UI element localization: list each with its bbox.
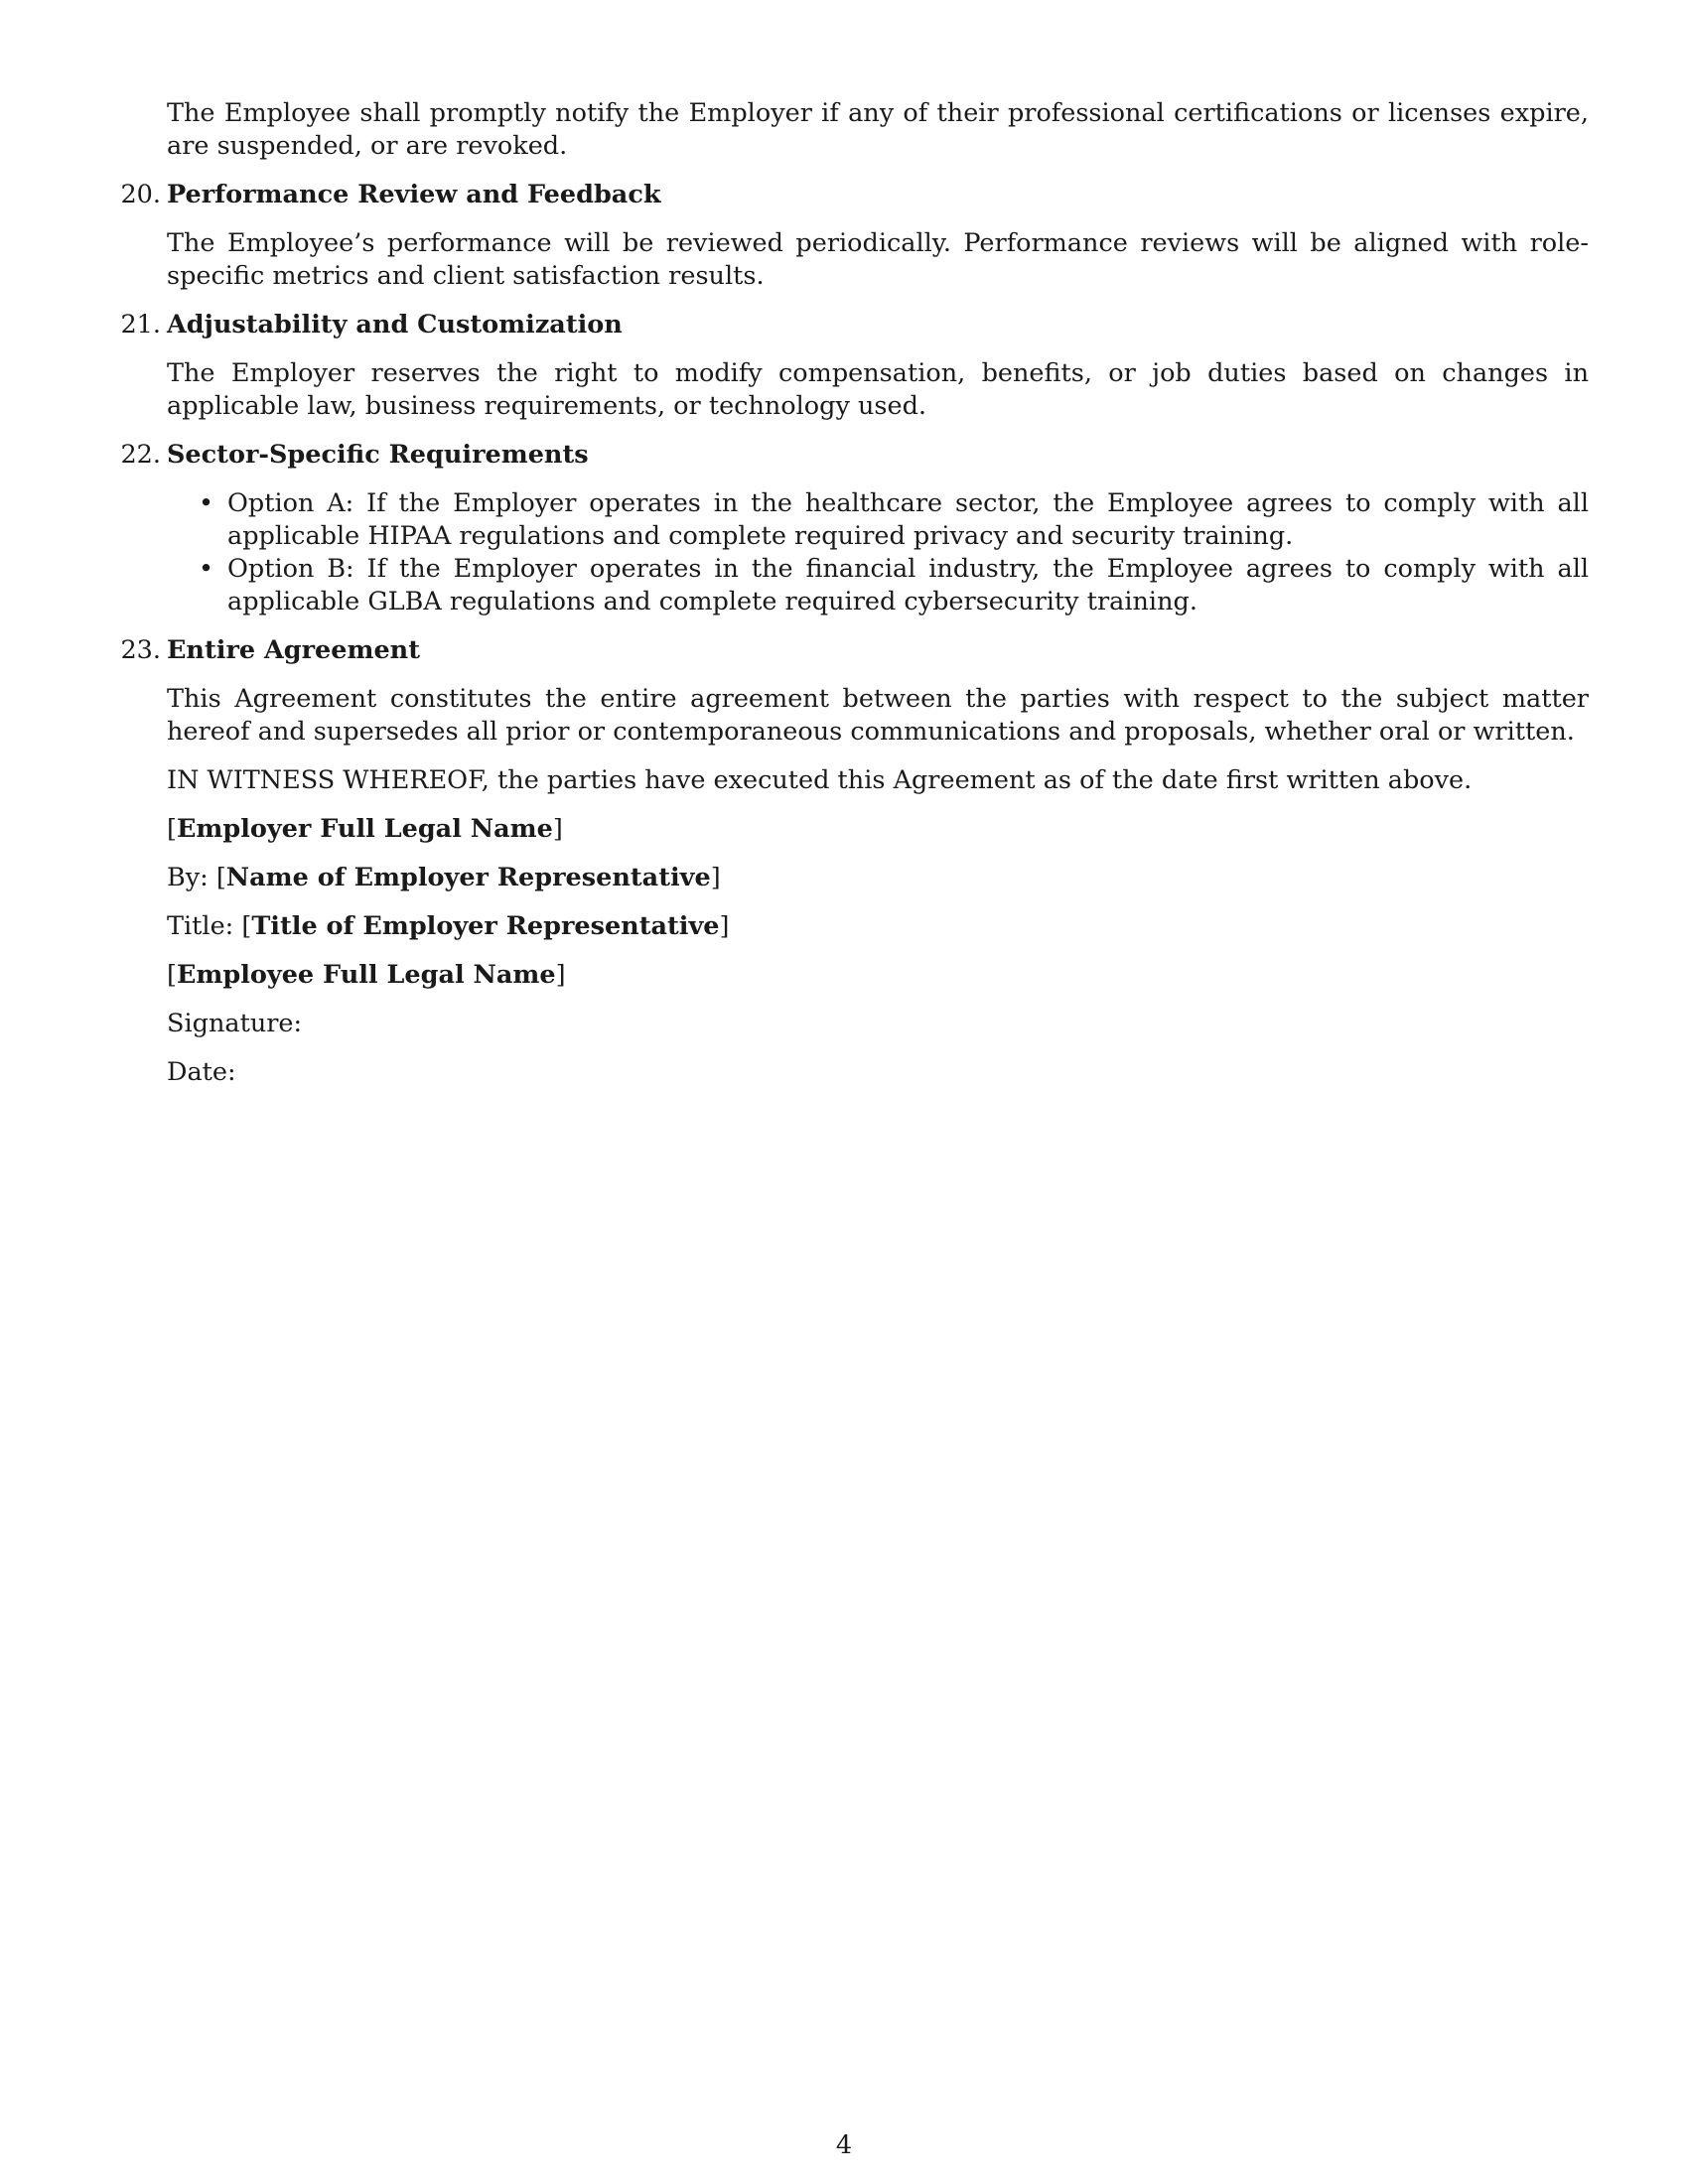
bullet-icon: • — [199, 488, 214, 518]
employer-representative-title-line — [167, 910, 1589, 943]
section-title: Sector-Specific Requirements — [167, 440, 589, 470]
bullet-text: Option B: If the Employer operates in the financial industry, the Employee agrees to comply with all applicable GLBA regulations and complete required cybersecurity training. — [227, 554, 1589, 616]
section-22-heading — [120, 439, 1589, 472]
section-23-heading — [120, 634, 1589, 667]
open-bracket: [ — [167, 814, 177, 844]
section-title: Adjustability and Customization — [167, 310, 623, 340]
close-bracket: ] — [555, 960, 566, 990]
section-20-heading — [120, 179, 1589, 211]
section-23-body: This Agreement constitutes the entire agreement between the parties with respect to the subject matter hereof and supersedes all prior or contemporaneous communications and proposals, whether oral or written. — [167, 684, 1589, 747]
employer-representative-line — [167, 862, 1589, 894]
list-item — [167, 553, 1589, 618]
close-bracket: ] — [710, 863, 721, 892]
section-number: 21. — [120, 310, 161, 340]
close-bracket: ] — [552, 814, 563, 844]
open-bracket: [ — [215, 863, 226, 892]
open-bracket: [ — [241, 911, 252, 941]
section-22-bullet-list — [167, 487, 1589, 618]
intro-paragraph: The Employee shall promptly notify the Employer if any of their professional certifications or licenses expire, are suspended, or are revoked. — [167, 98, 1589, 161]
open-bracket: [ — [167, 960, 177, 990]
representative-name-placeholder: Name of Employer Representative — [225, 863, 711, 892]
section-20-body: The Employee’s performance will be reviewed periodically. Performance reviews will be aligned with role-specific metrics and client satisfaction results. — [167, 228, 1589, 291]
list-item — [167, 487, 1589, 553]
section-21-heading — [120, 309, 1589, 341]
bullet-text: Option A: If the Employer operates in the healthcare sector, the Employee agrees to comply with all applicable HIPAA regulations and complete required privacy and security training. — [227, 488, 1589, 551]
by-label: By: — [167, 863, 216, 892]
title-label: Title: — [167, 911, 242, 941]
section-number: 22. — [120, 440, 161, 470]
date-label: Date: — [167, 1057, 236, 1087]
section-number: 23. — [120, 635, 161, 665]
witness-clause: IN WITNESS WHEREOF, the parties have executed this Agreement as of the date first written above. — [167, 765, 1473, 795]
employer-name-line — [167, 813, 1589, 846]
bullet-icon: • — [199, 554, 214, 584]
employee-name-placeholder: Employee Full Legal Name — [176, 960, 556, 990]
section-21-body: The Employer reserves the right to modify compensation, benefits, or job duties based on changes in applicable law, business requirements, or technology used. — [167, 358, 1589, 421]
signature-label: Signature: — [167, 1009, 303, 1038]
page-number: 4 — [835, 2130, 853, 2160]
section-title: Performance Review and Feedback — [167, 180, 661, 209]
section-number: 20. — [120, 180, 161, 209]
section-title: Entire Agreement — [167, 635, 420, 665]
page-content — [120, 97, 1589, 1105]
employee-name-line — [167, 959, 1589, 992]
close-bracket: ] — [719, 911, 730, 941]
employer-name-placeholder: Employer Full Legal Name — [176, 814, 553, 844]
representative-title-placeholder: Title of Employer Representative — [251, 911, 720, 941]
